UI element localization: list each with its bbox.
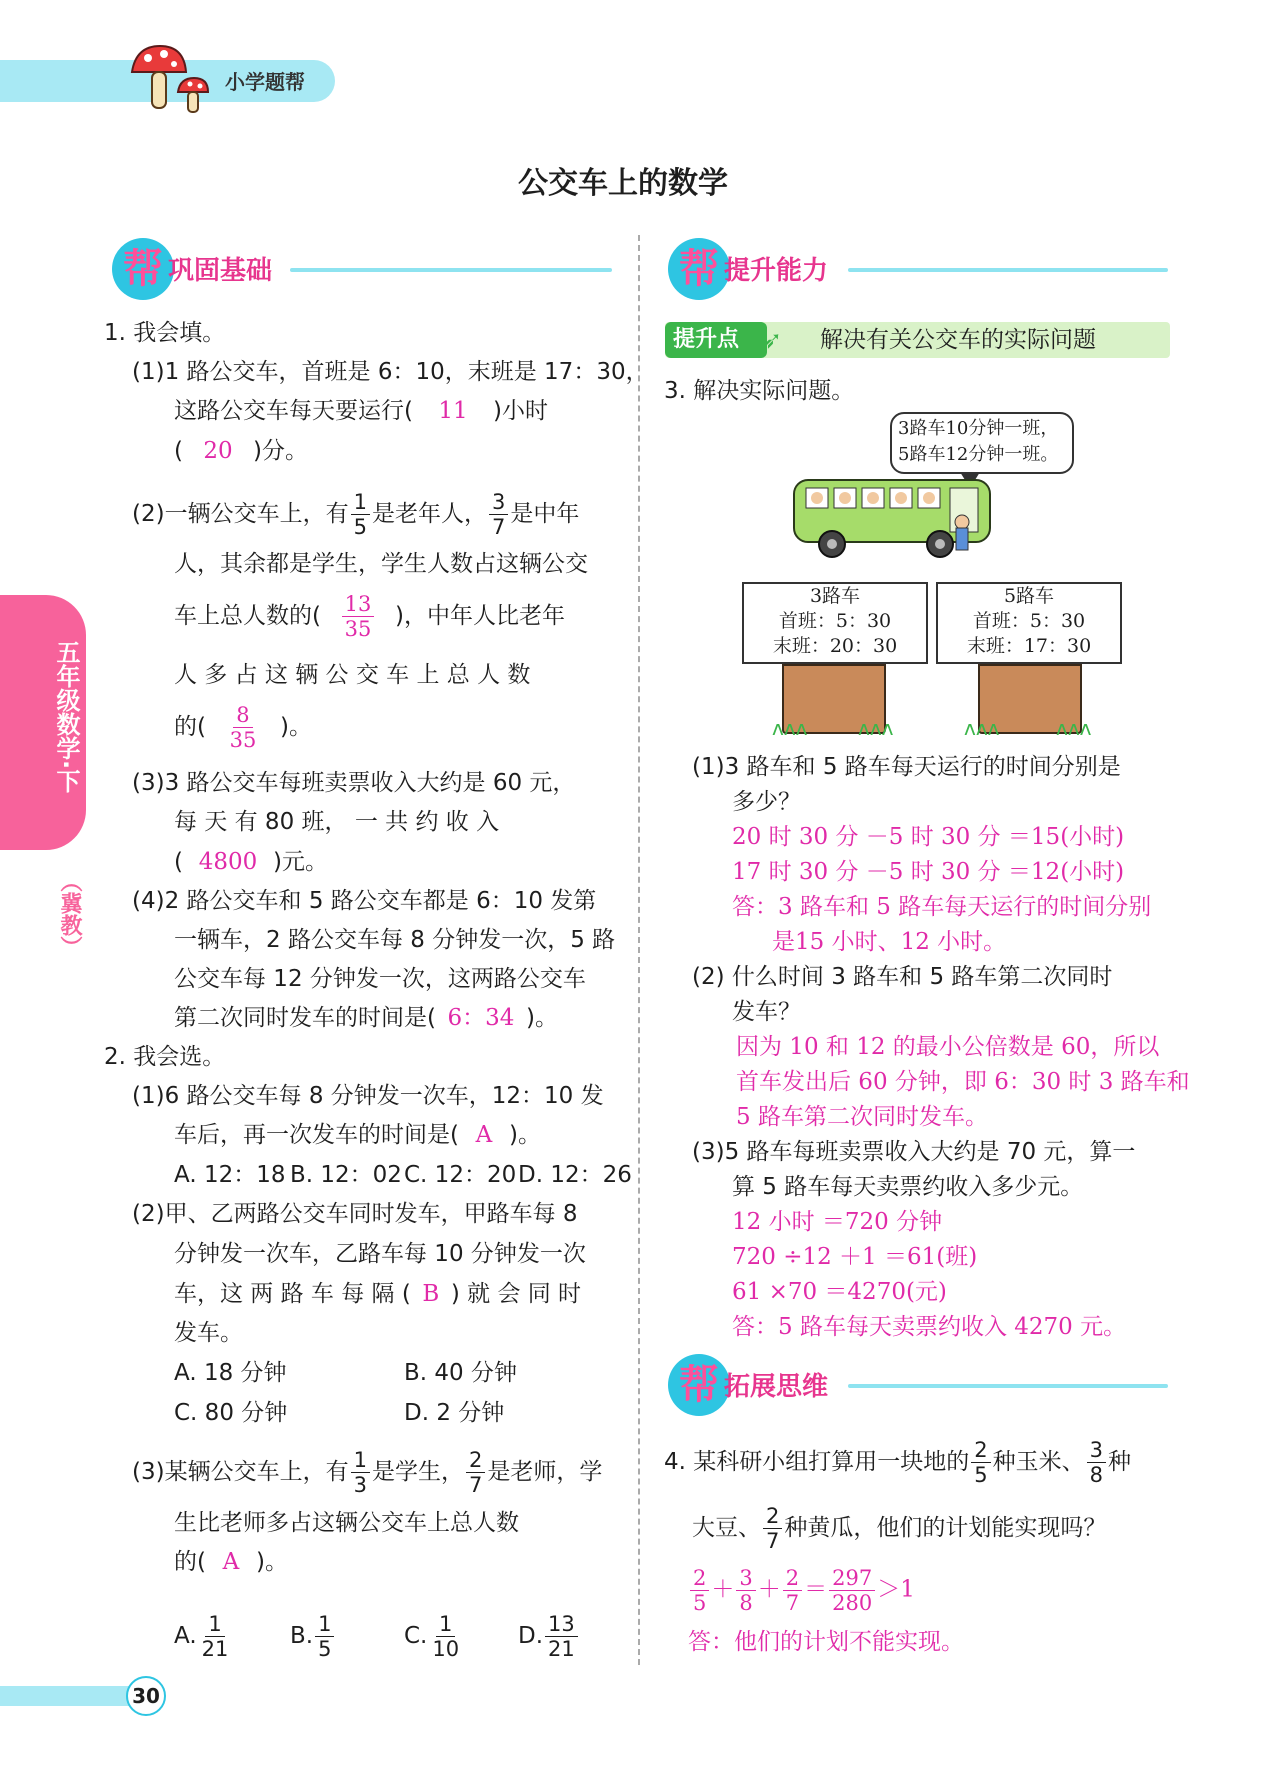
bubble-line2: 5路车12分钟一班。: [898, 444, 1059, 465]
q4-line1: 4. 某科研小组打算用一块地的 $\frac{2}{5}$ 种玉米、 $\frac{3}{8}$ 种: [664, 1438, 1132, 1487]
side-tab-label: 五年级数学·下: [52, 640, 80, 794]
grass-icon: ᴧᴧᴧ: [964, 716, 1000, 740]
q3-p3-line2: 算 5 路车每天卖票约收入多少元。: [732, 1174, 1084, 1200]
q2-p3-opt-a: A. $\frac{1}{21}$: [174, 1612, 229, 1661]
q2-p1-line2: 车后，再一次发车的时间是( A )。: [174, 1122, 541, 1148]
q3-p2-line1: (2) 什么时间 3 路车和 5 路车第二次同时: [692, 964, 1113, 990]
q2-p2-line3: 车，这 两 路 车 每 隔 ( B ) 就 会 同 时: [174, 1281, 582, 1307]
tip-text: 解决有关公交车的实际问题: [820, 327, 1096, 353]
q2-p3-opt-b: B. $\frac{1}{5}$: [290, 1612, 336, 1661]
q3-heading: 3. 解决实际问题。: [664, 378, 855, 404]
q2-p2-opt-a: A. 18 分钟: [174, 1360, 287, 1386]
answer: A: [475, 1122, 493, 1148]
q2-p3-line2: 生比老师多占这辆公交车上总人数: [174, 1510, 519, 1536]
footer-bar: [0, 1686, 140, 1706]
answer: B: [422, 1281, 440, 1307]
q1-p4-line4: 第二次同时发车的时间是( 6：34 )。: [174, 1005, 558, 1031]
q2-p1-opt-a: A. 12：18: [174, 1162, 286, 1188]
section-title-basic: 巩固基础: [168, 256, 273, 286]
section-title-expand: 拓展思维: [724, 1372, 829, 1402]
grass-icon: ᴧᴧᴧ: [772, 716, 808, 740]
q1-p4-line1: (4)2 路公交车和 5 路公交车都是 6：10 发第: [132, 888, 597, 914]
mushroom-logo: [128, 42, 210, 114]
q2-p2-line1: (2)甲、乙两路公交车同时发车，甲路车每 8: [132, 1201, 578, 1227]
section-line: [848, 1384, 1168, 1388]
q3-p2-answer2: 首车发出后 60 分钟，即 6：30 时 3 路车和: [736, 1069, 1190, 1095]
q1-p1-line1: (1)1 路公交车，首班是 6：10，末班是 17：30，: [132, 359, 649, 385]
arrow-icon: ➶: [762, 326, 783, 354]
q3-p1-line1: (1)3 路车和 5 路车每天运行的时间分别是: [692, 754, 1121, 780]
q2-p2-opt-c: C. 80 分钟: [174, 1400, 288, 1426]
answer: 4800: [198, 849, 258, 875]
q1-heading: 1. 我会填。: [104, 320, 226, 346]
q1-p3-line1: (3)3 路公交车每班卖票收入大约是 60 元，: [132, 770, 576, 796]
q4-answer: 答：他们的计划不能实现。: [688, 1629, 964, 1655]
q2-p2-opt-b: B. 40 分钟: [404, 1360, 517, 1386]
section-badge: 帮: [112, 238, 174, 300]
q2-p3-opt-c: C. $\frac{1}{10}$: [404, 1612, 460, 1661]
q1-p1-line3: ( 20 )分。: [174, 438, 308, 464]
q3-p2-answer1: 因为 10 和 12 的最小公倍数是 60，所以: [736, 1034, 1160, 1060]
section-badge: 帮: [668, 238, 730, 300]
q2-p1-opt-c: C. 12：20: [404, 1162, 517, 1188]
q3-p3-answer3: 61 ×70 ＝4270(元): [732, 1279, 947, 1305]
q1-p3-line2: 每 天 有 80 班， 一 共 约 收 入: [174, 809, 500, 835]
q3-p3-answer1: 12 小时 ＝720 分钟: [732, 1209, 943, 1235]
q2-heading: 2. 我会选。: [104, 1044, 226, 1070]
q3-p1-answer2: 17 时 30 分 －5 时 30 分 ＝12(小时): [732, 859, 1125, 885]
q2-p3-line3: 的( A )。: [174, 1549, 288, 1575]
brand-text: 小学题帮: [225, 70, 305, 94]
q3-p3-line1: (3)5 路车每班卖票收入大约是 70 元，算一: [692, 1139, 1136, 1165]
section-title-improve: 提升能力: [724, 256, 829, 286]
q2-p1-line1: (1)6 路公交车每 8 分钟发一次车，12：10 发: [132, 1083, 604, 1109]
bubble-line1: 3路车10分钟一班，: [898, 418, 1059, 439]
answer: A: [222, 1549, 240, 1575]
q3-p1-line2: 多少？: [732, 789, 801, 815]
side-edition: （冀教）: [57, 870, 82, 958]
q1-p2-line1: (2)一辆公交车上，有 $\frac{1}{5}$ 是老年人， $\frac{3}{7}$ 是中年: [132, 490, 580, 539]
section-badge: 帮: [668, 1354, 730, 1416]
section-line: [290, 268, 612, 272]
answer: 6：34: [447, 1005, 515, 1031]
bus-illustration: [790, 470, 1000, 562]
answer: 11: [438, 398, 468, 424]
q2-p1-opt-d: D. 12：26: [518, 1162, 632, 1188]
q3-p3-answer4: 答：5 路车每天卖票约收入 4270 元。: [732, 1314, 1127, 1340]
q1-p2-line5: 的( $\frac{8}{35}$ )。: [174, 703, 312, 752]
q1-p4-line3: 公交车每 12 分钟发一次，这两路公交车: [174, 966, 586, 992]
q3-p1-answer1: 20 时 30 分 －5 时 30 分 ＝15(小时): [732, 824, 1125, 850]
q3-p3-answer2: 720 ÷12 ＋1 ＝61(班): [732, 1244, 978, 1270]
q1-p3-line3: ( 4800 )元。: [174, 849, 328, 875]
q1-p2-line3: 车上总人数的( $\frac{13}{35}$ )，中年人比老年: [174, 592, 565, 641]
q1-p1-line2: 这路公交车每天要运行( 11 )小时: [174, 398, 548, 424]
answer: 20: [203, 438, 233, 464]
column-divider: [638, 235, 640, 1665]
grass-icon: ᴧᴧᴧ: [858, 716, 894, 740]
q3-p1-answer4: 是15 小时、12 小时。: [772, 929, 1007, 955]
q1-p2-line4: 人 多 占 这 辆 公 交 车 上 总 人 数: [174, 662, 531, 688]
q1-p4-line2: 一辆车，2 路公交车每 8 分钟发一次，5 路: [174, 927, 616, 953]
sign-route-5: 5路车 首班：5：30 末班：17：30: [936, 582, 1122, 664]
q4-line2: 大豆、 $\frac{2}{7}$ 种黄瓜，他们的计划能实现吗？: [692, 1504, 1107, 1553]
q2-p1-opt-b: B. 12：02: [290, 1162, 402, 1188]
q2-p2-line4: 发车。: [174, 1320, 243, 1346]
sign-route-3: 3路车 首班：5：30 末班：20：30: [742, 582, 928, 664]
q3-p2-line2: 发车？: [732, 999, 801, 1025]
q3-p2-answer3: 5 路车第二次同时发车。: [736, 1104, 988, 1130]
page-title: 公交车上的数学: [518, 166, 728, 201]
q2-p3-line1: (3)某辆公交车上，有 $\frac{1}{3}$ 是学生， $\frac{2}{7}$ 是老师，学: [132, 1448, 603, 1497]
page-number: 30: [132, 1684, 160, 1708]
q2-p3-opt-d: D. $\frac{13}{21}$: [518, 1612, 580, 1661]
q2-p2-opt-d: D. 2 分钟: [404, 1400, 505, 1426]
tip-tag: 提升点: [673, 327, 740, 352]
q3-p1-answer3: 答：3 路车和 5 路车每天运行的时间分别: [732, 894, 1152, 920]
section-line: [848, 268, 1168, 272]
q2-p2-line2: 分钟发一次车，乙路车每 10 分钟发一次: [174, 1241, 586, 1267]
q1-p2-line2: 人，其余都是学生，学生人数占这辆公交: [174, 551, 588, 577]
grass-icon: ᴧᴧᴧ: [1056, 716, 1092, 740]
q4-equation: $\frac{2}{5}$ ＋ $\frac{3}{8}$ ＋ $\frac{2}{7}$ ＝ $\frac{297}{280}$ ＞1: [688, 1566, 915, 1615]
